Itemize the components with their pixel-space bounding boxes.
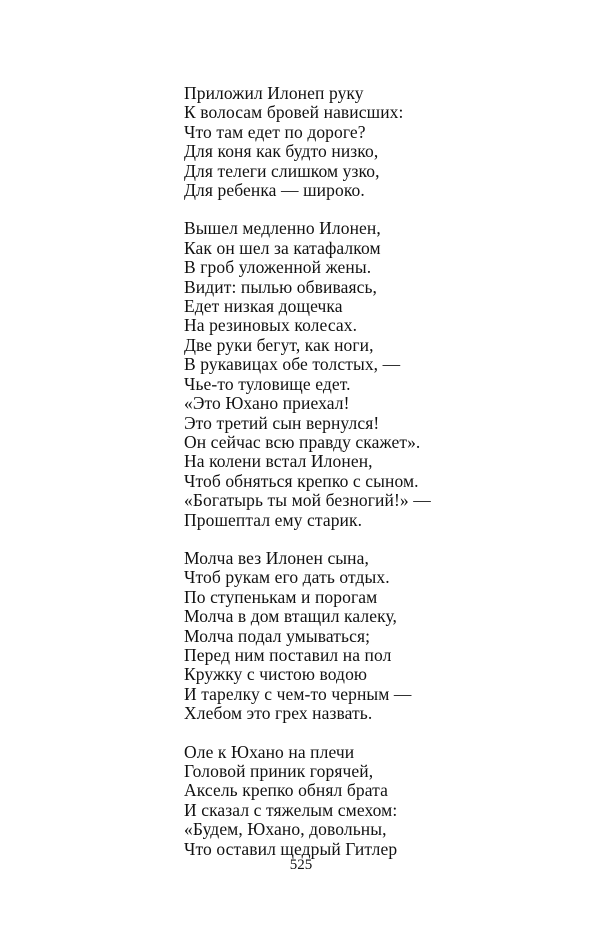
poem-line: Для коня как будто низко, bbox=[184, 141, 379, 162]
poem-line: К волосам бровей нависших: bbox=[184, 102, 404, 123]
poem-line: Он сейчас всю правду скажет». bbox=[184, 431, 421, 452]
poem-line: Две руки бегут, как ноги, bbox=[184, 334, 374, 355]
poem-line: И тарелку с чем-то черным — bbox=[184, 683, 412, 704]
poem-line: Молча подал умываться; bbox=[184, 625, 371, 646]
poem-line: В рукавицах обе толстых, — bbox=[184, 354, 401, 375]
poem-line: Чье-то туловище едет. bbox=[184, 373, 351, 394]
poem-line: Приложил Илонеп руку bbox=[184, 83, 364, 103]
poem-line: Молча вез Илонен сына, bbox=[184, 547, 369, 568]
poem-line: Для ребенка — широко. bbox=[184, 180, 365, 201]
stanza-3 bbox=[184, 549, 564, 724]
poem-line: В гроб уложенной жены. bbox=[184, 257, 372, 278]
poem-line: Что оставил щедрый Гитлер bbox=[184, 838, 398, 859]
poem-line: На колени встал Илонен, bbox=[184, 451, 373, 472]
poem-line: Вышел медленно Илонен, bbox=[184, 218, 381, 239]
poem-line: Что там едет по дороге? bbox=[184, 121, 366, 142]
poem-line: Видит: пылью обвиваясь, bbox=[184, 276, 378, 297]
poem-line: Едет низкая дощечка bbox=[184, 296, 343, 317]
poem-line: Головой приник горячей, bbox=[184, 761, 374, 781]
stanza-1 bbox=[184, 84, 564, 200]
poem-line: Это третий сын вернулся! bbox=[184, 412, 380, 433]
poem-line: Прошептал ему старик. bbox=[184, 509, 363, 530]
poem-line: Как он шел за катафалком bbox=[184, 237, 381, 258]
poem-line: Чтоб обняться крепко с сыном. bbox=[184, 470, 419, 491]
poem-line: Хлебом это грех назвать. bbox=[184, 703, 373, 724]
poem-line: «Будем, Юхано, довольны, bbox=[184, 819, 387, 840]
poem-line: Оле к Юхано на плечи bbox=[184, 741, 355, 762]
poem-line: Перед ним поставил на пол bbox=[184, 644, 392, 665]
poem-line: «Это Юхано приехал! bbox=[184, 393, 350, 414]
poem-line: Для телеги слишком узко, bbox=[184, 160, 380, 181]
poem-line: Молча в дом втащил калеку, bbox=[184, 606, 398, 627]
stanza-4 bbox=[184, 743, 564, 859]
poem-text bbox=[184, 84, 564, 859]
poem-line: На резиновых колесах. bbox=[184, 315, 358, 336]
poem-line: Аксель крепко обнял брата bbox=[184, 780, 388, 801]
page-number: 525 bbox=[289, 857, 313, 873]
poem-line: «Богатырь ты мой безногий!» — bbox=[184, 490, 431, 511]
poem-line: Кружку с чистою водою bbox=[184, 664, 368, 685]
stanza-2 bbox=[184, 219, 564, 530]
poem-line: И сказал с тяжелым смехом: bbox=[184, 799, 398, 820]
poem-line: Чтоб рукам его дать отдых. bbox=[184, 567, 390, 588]
poem-line: По ступенькам и порогам bbox=[184, 586, 378, 607]
